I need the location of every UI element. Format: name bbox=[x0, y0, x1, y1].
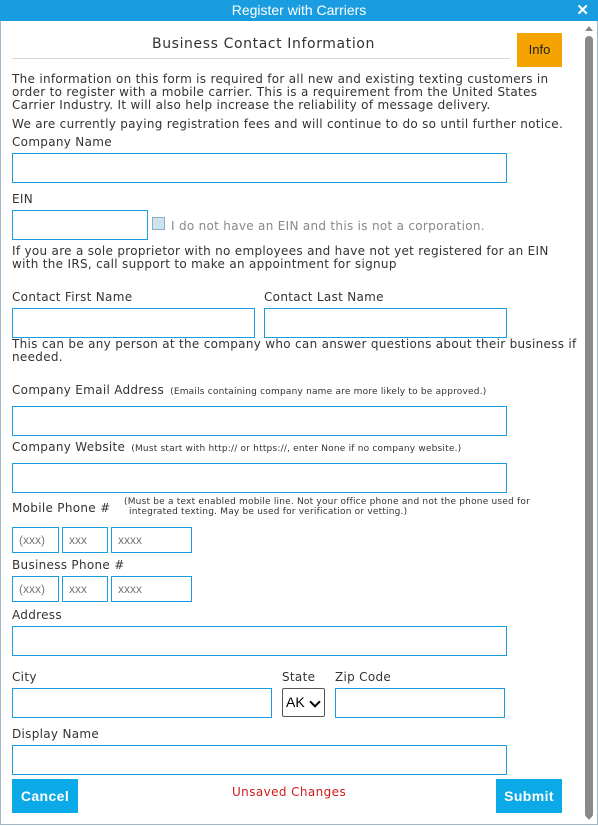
business-area-code-input[interactable] bbox=[12, 576, 59, 602]
info-button[interactable]: Info bbox=[517, 33, 562, 67]
submit-button[interactable]: Submit bbox=[496, 779, 562, 813]
address-label: Address bbox=[12, 608, 62, 622]
email-label bbox=[12, 383, 486, 397]
state-label: State bbox=[282, 670, 316, 684]
email-label-text: Company Email Address bbox=[12, 383, 165, 397]
state-select-value: AK bbox=[286, 694, 305, 710]
email-note: (Emails containing company name are more likely to be approved.) bbox=[170, 387, 487, 397]
state-select[interactable] bbox=[282, 688, 325, 717]
vertical-scrollbar[interactable] bbox=[582, 22, 596, 824]
unsaved-changes-status: Unsaved Changes bbox=[232, 785, 347, 799]
city-label: City bbox=[12, 670, 37, 684]
zip-code-label: Zip Code bbox=[335, 670, 392, 684]
fees-notice: We are currently paying registration fees and will continue to do so until further notice. bbox=[12, 117, 564, 131]
no-ein-checkbox-label[interactable]: I do not have an EIN and this is not a corporation. bbox=[171, 219, 485, 233]
sole-proprietor-line-1: If you are a sole proprietor with no employees and have not yet registered for an EIN bbox=[12, 244, 549, 258]
ein-input[interactable] bbox=[12, 210, 148, 240]
contact-hint-line-1: This can be any person at the company who can answer questions about their business if bbox=[12, 337, 577, 351]
ein-label: EIN bbox=[12, 192, 33, 206]
mobile-area-code-input[interactable] bbox=[12, 527, 59, 553]
intro-line-1: The information on this form is required for all new and existing texting customers in bbox=[12, 72, 549, 86]
business-line-input[interactable] bbox=[111, 576, 192, 602]
website-label-text: Company Website bbox=[12, 440, 126, 454]
display-name-label: Display Name bbox=[12, 727, 100, 741]
window-title: Register with Carriers bbox=[231, 2, 367, 18]
contact-hint-line-2: needed. bbox=[12, 350, 63, 364]
zip-code-input[interactable] bbox=[335, 688, 505, 718]
website-input[interactable] bbox=[12, 463, 507, 493]
window-title-bar bbox=[0, 0, 598, 21]
scroll-up-icon[interactable] bbox=[585, 26, 593, 31]
contact-last-name-input[interactable] bbox=[264, 308, 507, 338]
mobile-note-line-1: (Must be a text enabled mobile line. Not your office phone and not the phone used for bbox=[124, 497, 530, 507]
mobile-phone-label: Mobile Phone # bbox=[12, 501, 111, 515]
cancel-button[interactable]: Cancel bbox=[12, 779, 78, 813]
mobile-prefix-input[interactable] bbox=[62, 527, 108, 553]
mobile-note-line-2: integrated texting. May be used for verification or vetting.) bbox=[129, 507, 408, 517]
scroll-down-icon[interactable] bbox=[585, 815, 593, 820]
contact-first-name-label: Contact First Name bbox=[12, 290, 133, 304]
email-input[interactable] bbox=[12, 406, 507, 436]
sole-proprietor-line-2: with the IRS, call support to make an appointment for signup bbox=[12, 257, 397, 271]
company-name-label: Company Name bbox=[12, 135, 112, 149]
no-ein-checkbox[interactable] bbox=[152, 217, 165, 230]
address-input[interactable] bbox=[12, 626, 507, 656]
business-prefix-input[interactable] bbox=[62, 576, 108, 602]
scrollbar-thumb[interactable] bbox=[585, 36, 593, 818]
chevron-down-icon bbox=[309, 696, 320, 707]
website-label bbox=[12, 440, 461, 454]
contact-first-name-input[interactable] bbox=[12, 308, 255, 338]
mobile-line-input[interactable] bbox=[111, 527, 192, 553]
website-note: (Must start with http:// or https://, enter None if no company website.) bbox=[131, 444, 462, 454]
close-icon[interactable]: ✕ bbox=[576, 2, 589, 19]
section-title: Business Contact Information bbox=[152, 36, 375, 52]
display-name-input[interactable] bbox=[12, 745, 507, 775]
intro-line-3: Carrier Industry. It will also help increase the reliability of message delivery. bbox=[12, 98, 491, 112]
company-name-input[interactable] bbox=[12, 153, 507, 183]
header-divider bbox=[12, 58, 510, 59]
contact-last-name-label: Contact Last Name bbox=[264, 290, 384, 304]
intro-line-2: order to register with a mobile carrier. This is a requirement from the United States bbox=[12, 85, 538, 99]
city-input[interactable] bbox=[12, 688, 272, 718]
business-phone-label: Business Phone # bbox=[12, 558, 125, 572]
